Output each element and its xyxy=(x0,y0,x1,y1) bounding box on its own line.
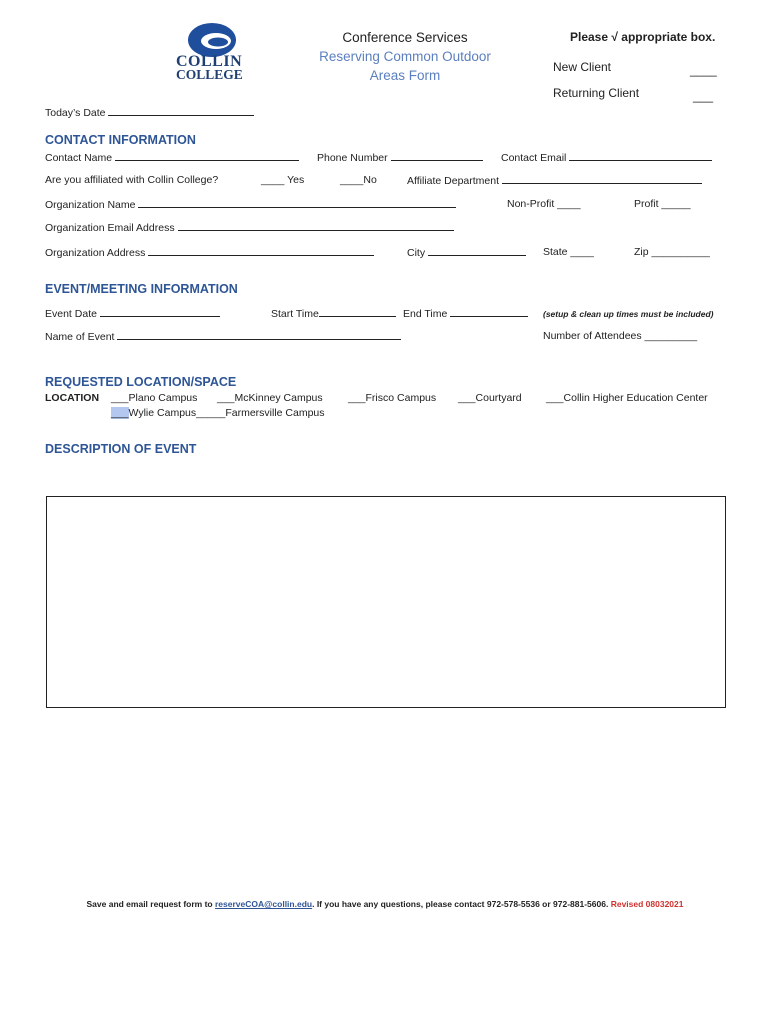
org-email-row xyxy=(45,221,454,234)
new-client-checkbox[interactable]: ____ xyxy=(690,63,717,77)
mckinney-campus-option[interactable]: ___McKinney Campus xyxy=(217,392,323,404)
returning-client-label: Returning Client xyxy=(553,86,640,100)
contact-info-heading: CONTACT INFORMATION xyxy=(45,133,196,147)
todays-date-label: Today’s Date xyxy=(45,107,106,119)
affiliate-dept-field[interactable] xyxy=(502,174,702,184)
event-name-label: Name of Event xyxy=(45,331,115,343)
contact-name-label: Contact Name xyxy=(45,152,113,164)
contact-name-row xyxy=(45,151,299,164)
frisco-campus-option[interactable]: ___Frisco Campus xyxy=(348,392,437,404)
phone-number-label: Phone Number xyxy=(317,152,388,164)
event-date-row xyxy=(45,307,220,320)
form-title: Conference Services xyxy=(342,30,468,45)
location-heading: REQUESTED LOCATION/SPACE xyxy=(45,375,237,389)
farmersville-campus-option[interactable]: _____Farmersville Campus xyxy=(196,407,325,419)
higher-ed-center-option[interactable]: ___Collin Higher Education Center xyxy=(546,392,708,404)
wylie-campus-option[interactable]: Wylie Campus xyxy=(128,407,197,419)
affiliate-dept-row xyxy=(407,174,702,187)
org-name-label: Organization Name xyxy=(45,199,136,211)
location-label: LOCATION xyxy=(45,392,100,404)
event-info-heading: EVENT/MEETING INFORMATION xyxy=(45,282,238,296)
plano-campus-option[interactable]: ___Plano Campus xyxy=(111,392,198,404)
end-time-field[interactable] xyxy=(450,307,528,317)
courtyard-option[interactable]: ___Courtyard xyxy=(458,392,522,404)
org-name-field[interactable] xyxy=(138,198,456,208)
contact-email-row xyxy=(501,151,712,164)
affiliate-dept-label: Affiliate Department xyxy=(407,175,500,187)
contact-name-field[interactable] xyxy=(115,151,299,161)
contact-email-field[interactable] xyxy=(569,151,712,161)
org-email-label: Organization Email Address xyxy=(45,222,175,234)
zip-field[interactable]: Zip __________ xyxy=(634,246,710,258)
returning-client-checkbox[interactable]: ___ xyxy=(693,89,714,103)
footer-text-after: . If you have any questions, please contact 972-578-5536 or 972-881-5606. xyxy=(312,899,609,909)
todays-date-row xyxy=(45,106,254,119)
check-prompt: Please √ appropriate box. xyxy=(570,30,716,44)
logo-text-college: COLLEGE xyxy=(176,67,243,82)
collin-college-logo xyxy=(170,20,254,84)
city-field[interactable] xyxy=(428,246,526,256)
org-name-row xyxy=(45,198,456,211)
start-time-label: Start Time xyxy=(271,308,319,320)
logo-text-collin: COLLIN xyxy=(176,53,243,70)
phone-number-field[interactable] xyxy=(391,151,483,161)
state-field[interactable]: State ____ xyxy=(543,246,594,258)
todays-date-field[interactable] xyxy=(108,106,254,116)
event-name-field[interactable] xyxy=(117,330,401,340)
end-time-row xyxy=(403,307,528,320)
revised-date: Revised 08032021 xyxy=(610,899,684,909)
end-time-label: End Time xyxy=(403,308,448,320)
city-row xyxy=(407,246,526,259)
org-address-field[interactable] xyxy=(148,246,374,256)
location-row-2 xyxy=(111,407,325,419)
reserve-email-link[interactable]: reserveCOA@collin.edu xyxy=(214,899,313,909)
start-time-field[interactable] xyxy=(319,307,396,317)
affiliated-yes-option[interactable]: ____ Yes xyxy=(261,174,305,186)
event-name-row xyxy=(45,330,401,343)
org-address-row xyxy=(45,246,374,259)
start-time-row xyxy=(271,307,396,320)
wylie-campus-checkbox[interactable]: ___ xyxy=(111,407,129,419)
form-subtitle-line2: Areas Form xyxy=(369,68,441,83)
org-address-label: Organization Address xyxy=(45,247,146,259)
description-heading: DESCRIPTION OF EVENT xyxy=(45,442,197,456)
city-label: City xyxy=(407,247,426,259)
affiliated-no-option[interactable]: ____No xyxy=(340,174,377,186)
attendees-field[interactable]: Number of Attendees _________ xyxy=(543,330,698,342)
affiliated-question: Are you affiliated with Collin College? xyxy=(45,174,219,186)
setup-note: (setup & clean up times must be included) xyxy=(543,309,714,319)
event-date-field[interactable] xyxy=(100,307,220,317)
non-profit-option[interactable]: Non-Profit ____ xyxy=(507,198,581,210)
footer-note xyxy=(0,899,770,909)
phone-number-row xyxy=(317,151,483,164)
description-textbox[interactable] xyxy=(46,496,726,708)
footer-text-before: Save and email request form to xyxy=(86,899,215,909)
form-subtitle-line1: Reserving Common Outdoor xyxy=(319,49,491,64)
new-client-label: New Client xyxy=(553,60,612,74)
contact-email-label: Contact Email xyxy=(501,152,567,164)
profit-option[interactable]: Profit _____ xyxy=(634,198,691,210)
org-email-field[interactable] xyxy=(178,221,454,231)
event-date-label: Event Date xyxy=(45,308,97,320)
